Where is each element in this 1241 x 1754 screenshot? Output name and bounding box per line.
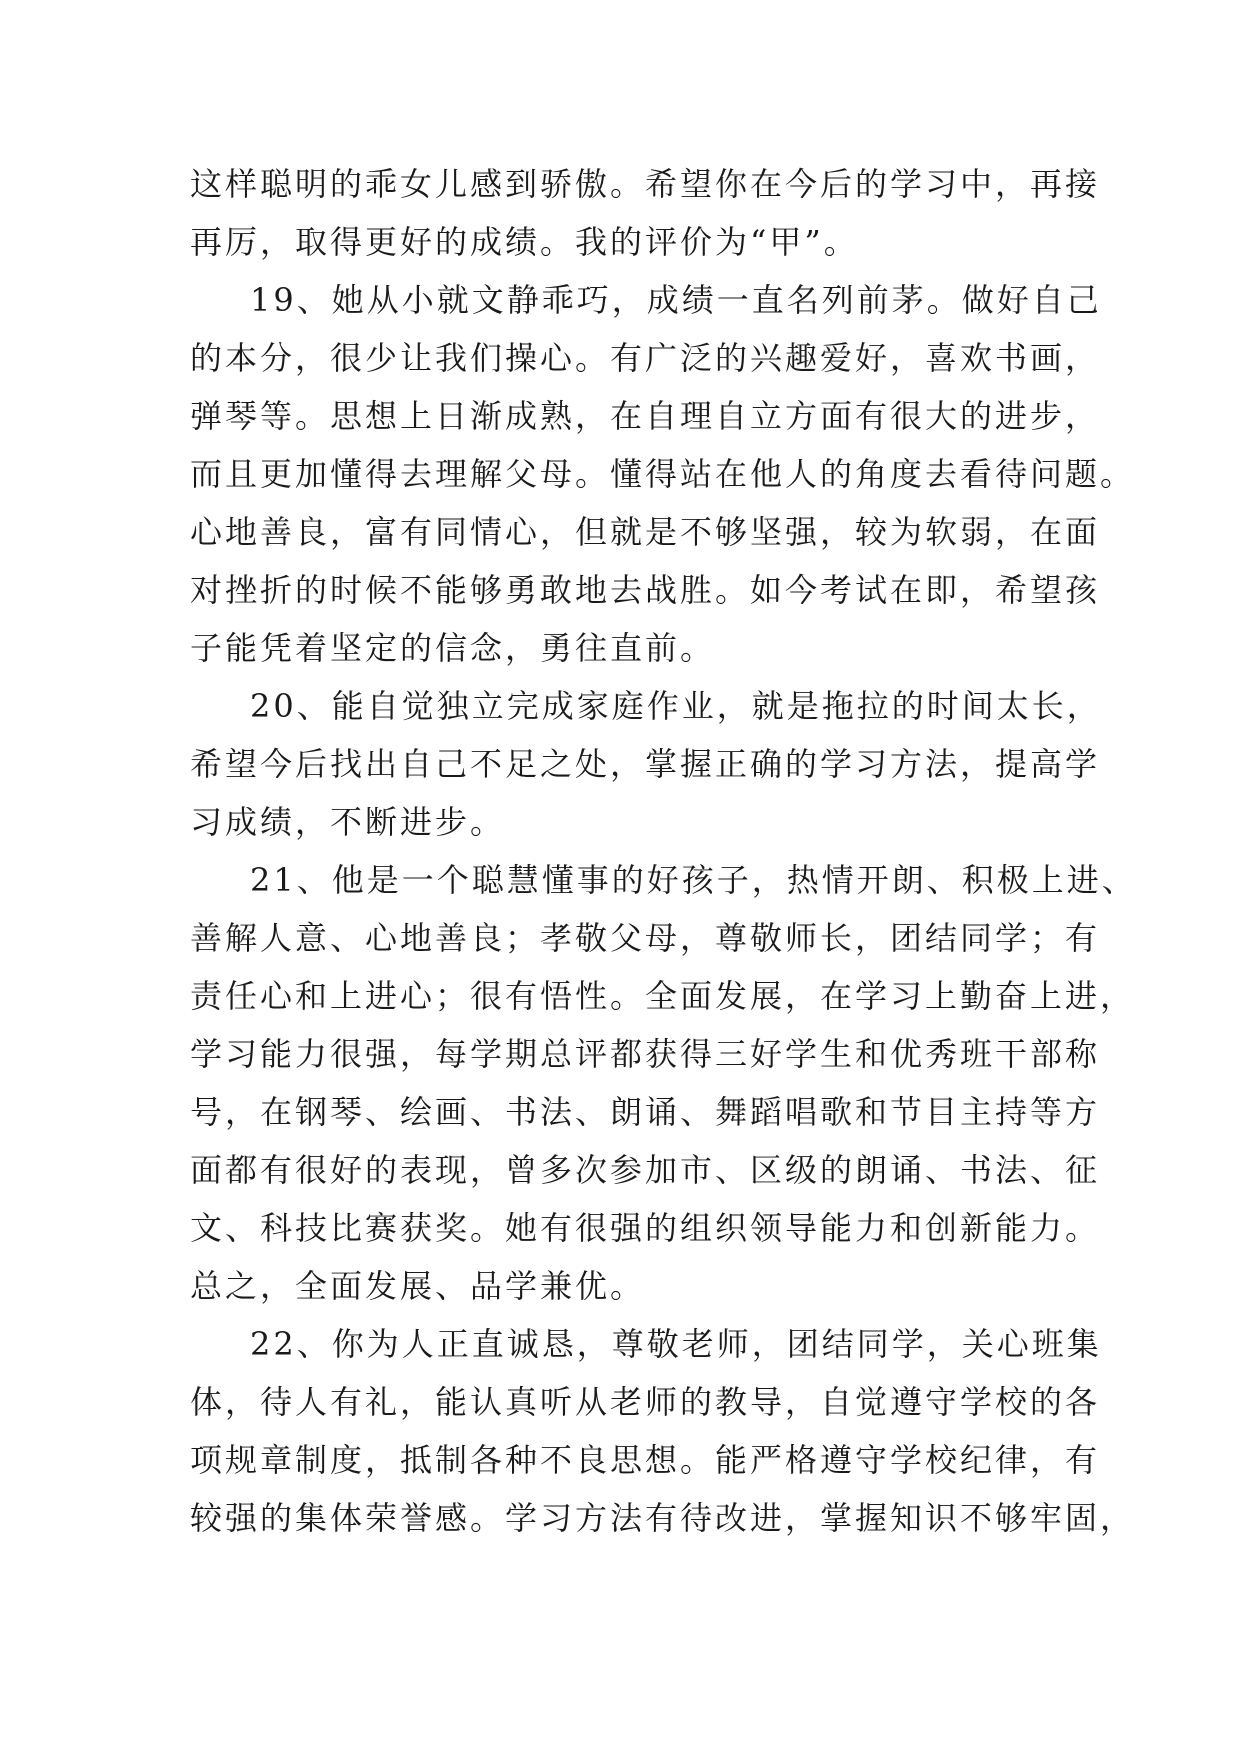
text-line: 善解人意、心地善良；孝敬父母，尊敬师长，团结同学；有 [190,919,1101,957]
text-line: 希望今后找出自己不足之处，掌握正确的学习方法，提高学 [190,745,1101,783]
paragraph-start-line: 21、他是一个聪慧懂事的好孩子，热情开朗、积极上进、 [250,861,1137,899]
text-line: 学习能力很强，每学期总评都获得三好学生和优秀班干部称 [190,1035,1101,1073]
text-line: 这样聪明的乖女儿感到骄傲。希望你在今后的学习中，再接 [190,165,1101,203]
text-line: 对挫折的时候不能够勇敢地去战胜。如今考试在即，希望孩 [190,571,1101,609]
text-line: 项规章制度，抵制各种不良思想。能严格遵守学校纪律，有 [190,1441,1101,1479]
text-line: 号，在钢琴、绘画、书法、朗诵、舞蹈唱歌和节目主持等方 [190,1093,1101,1131]
text-line: 总之，全面发展、品学兼优。 [190,1267,646,1305]
text-line: 弹琴等。思想上日渐成熟，在自理自立方面有很大的进步， [190,397,1101,435]
text-line: 习成绩，不断进步。 [190,803,506,841]
text-line: 体，待人有礼，能认真听从老师的教导，自觉遵守学校的各 [190,1383,1101,1421]
text-line: 较强的集体荣誉感。学习方法有待改进，掌握知识不够牢固， [190,1499,1136,1537]
text-line: 再厉，取得更好的成绩。我的评价为“甲”。 [190,223,859,261]
text-line: 面都有很好的表现，曾多次参加市、区级的朗诵、书法、征 [190,1151,1101,1189]
document-body [190,155,1137,1547]
paragraph-start-line: 22、你为人正直诚恳，尊敬老师，团结同学，关心班集 [250,1325,1102,1363]
text-line: 心地善良，富有同情心，但就是不够坚强，较为软弱，在面 [190,513,1101,551]
paragraph-start-line: 19、她从小就文静乖巧，成绩一直名列前茅。做好自己 [250,281,1102,319]
text-line: 而且更加懂得去理解父母。懂得站在他人的角度去看待问题。 [190,455,1136,493]
text-line: 责任心和上进心；很有悟性。全面发展，在学习上勤奋上进， [190,977,1136,1015]
text-line: 文、科技比赛获奖。她有很强的组织领导能力和创新能力。 [190,1209,1101,1247]
paragraph-start-line: 20、能自觉独立完成家庭作业，就是拖拉的时间太长， [250,687,1102,725]
text-line: 子能凭着坚定的信念，勇往直前。 [190,629,716,667]
text-line: 的本分，很少让我们操心。有广泛的兴趣爱好，喜欢书画， [190,339,1101,377]
